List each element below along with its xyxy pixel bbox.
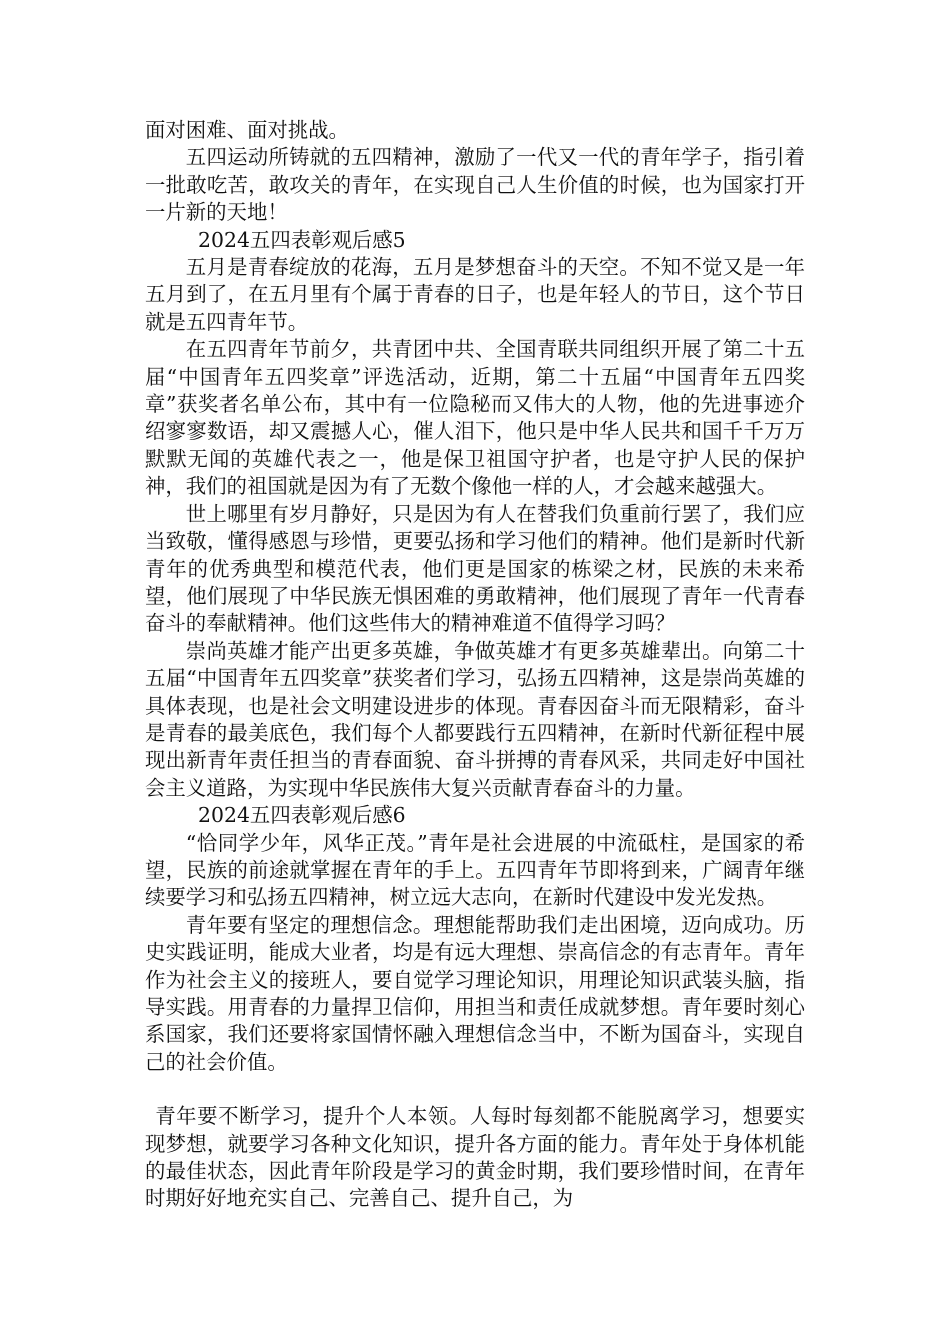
paragraph: 崇尚英雄才能产出更多英雄，争做英雄才有更多英雄辈出。向第二十五届“中国青年五四奖章”获奖者们学习，弘扬五四精神，这是崇尚英雄的具体表现，也是社会文明建设进步的体现。青春因奋斗而无限精彩，奋斗是青春的最美底色，我们每个人都要践行五四精神，在新时代新征程中展现出新青年责任担当的青春面貌、奋斗拼搏的青春风采，共同走好中国社会主义道路，为实现中华民族伟大复兴贡献青春奋斗的力量。 [145,638,805,800]
paragraph-continuation: 面对困难、面对挑战。 [145,118,349,142]
paragraph: “恰同学少年，风华正茂。”青年是社会进展的中流砥柱，是国家的希望，民族的前途就掌握在青年的手上。五四青年节即将到来，广阔青年继续要学习和弘扬五四精神，树立远大志向，在新时代建设中发光发热。 [145,830,805,910]
blank-line [145,1076,805,1103]
paragraph: 青年要不断学习，提升个人本领。人每时每刻都不能脱离学习，想要实现梦想，就要学习各种文化知识，提升各方面的能力。青年处于身体机能的最佳状态，因此青年阶段是学习的黄金时期，我们要珍惜时间，在青年时期好好地充实自己、完善自己、提升自己，为 [145,1104,805,1211]
paragraph: 青年要有坚定的理想信念。理想能帮助我们走出困境，迈向成功。历史实践证明，能成大业者，均是有远大理想、崇高信念的有志青年。青年作为社会主义的接班人，要自觉学习理论知识，用理论知识武装头脑，指导实践。用青春的力量捍卫信仰，用担当和责任成就梦想。青年要时刻心系国家，我们还要将家国情怀融入理想信念当中，不断为国奋斗，实现自己的社会价值。 [145,912,805,1074]
paragraph: 五月是青春绽放的花海，五月是梦想奋斗的天空。不知不觉又是一年五月到了，在五月里有个属于青春的日子，也是年轻人的节日，这个节日就是五四青年节。 [145,255,805,334]
section-heading: 2024五四表彰观后感5 [198,227,406,252]
section-heading: 2024五四表彰观后感6 [198,803,406,828]
document-body [145,117,805,1213]
paragraph: 在五四青年节前夕，共青团中共、全国青联共同组织开展了第二十五届“中国青年五四奖章”评选活动，近期，第二十五届“中国青年五四奖章”获奖者名单公布，其中有一位隐秘而又伟大的人物，他的先进事迹介绍寥寥数语，却又震撼人心，催人泪下，他只是中华人民共和国千千万万默默无闻的英雄代表之一，他是保卫祖国守护者，也是守护人民的保护神，我们的祖国就是因为有了无数个像他一样的人，才会越来越强大。 [145,337,805,499]
paragraph: 世上哪里有岁月静好，只是因为有人在替我们负重前行罢了，我们应当致敬，懂得感恩与珍惜，更要弘扬和学习他们的精神。他们是新时代新青年的优秀典型和模范代表，他们更是国家的栋梁之材，民族的未来希望，他们展现了中华民族无惧困难的勇敢精神，他们展现了青年一代青春奋斗的奉献精神。他们这些伟大的精神难道不值得学习吗？ [145,501,805,636]
paragraph: 五四运动所铸就的五四精神，激励了一代又一代的青年学子，指引着一批敢吃苦，敢攻关的青年，在实现自己人生价值的时候，也为国家打开一片新的天地！ [145,145,805,225]
